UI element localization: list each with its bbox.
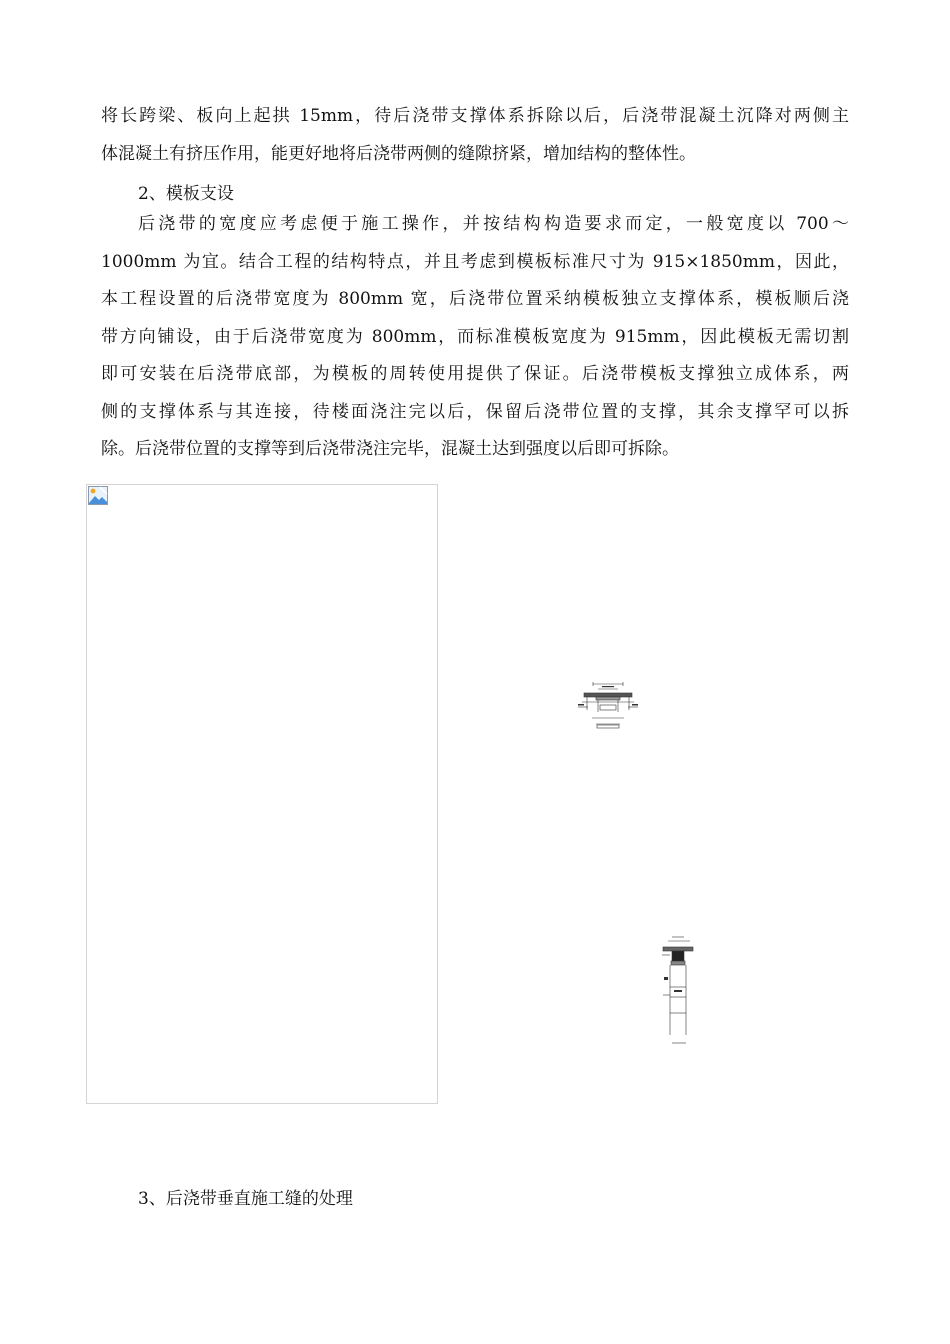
paragraph-2	[101, 206, 849, 469]
broken-image-icon	[88, 486, 108, 505]
section-heading-2: 2、模板支设	[138, 184, 234, 204]
paragraph-1-line-2: 体混凝土有挤压作用，能更好地将后浇带两侧的缝隙挤紧，增加结构的整体性。	[101, 143, 696, 164]
paragraph-2-line-6: 侧的支撑体系与其连接，待楼面浇注完以后，保留后浇带位置的支撑，其余支撑罕可以拆	[101, 401, 849, 422]
paragraph-2-line-5: 即可安装在后浇带底部，为模板的周转使用提供了保证。后浇带模板支撑独立成体系，两	[101, 364, 849, 384]
broken-image-frame	[86, 484, 438, 1104]
slab-formwork-section-drawing-icon	[578, 680, 638, 732]
paragraph-2-line-3: 本工程设置的后浇带宽度为 800mm 宽，后浇带位置采纳模板独立支撑体系，模板顺后浇	[101, 289, 849, 309]
beam-formwork-section-drawing-icon	[660, 935, 696, 1051]
paragraph-2-line-7: 除。后浇带位置的支撑等到后浇带浇注完毕，混凝土达到强度以后即可拆除。	[101, 439, 679, 459]
section-heading-3: 3、后浇带垂直施工缝的处理	[138, 1189, 353, 1209]
paragraph-2-line-2: 1000mm 为宜。结合工程的结构特点，并且考虑到模板标准尺寸为 915×1850mm，因此，	[101, 251, 849, 272]
paragraph-1-line-1: 将长跨梁、板向上起拱 15mm，待后浇带支撑体系拆除以后，后浇带混凝土沉降对两侧主	[101, 106, 849, 126]
paragraph-2-line-4: 带方向铺设，由于后浇带宽度为 800mm，而标准模板宽度为 915mm，因此模板无需切割	[101, 326, 849, 347]
paragraph-1	[101, 98, 849, 173]
paragraph-2-line-1: 后浇带的宽度应考虑便于施工操作，并按结构构造要求而定，一般宽度以 700～	[138, 214, 849, 234]
